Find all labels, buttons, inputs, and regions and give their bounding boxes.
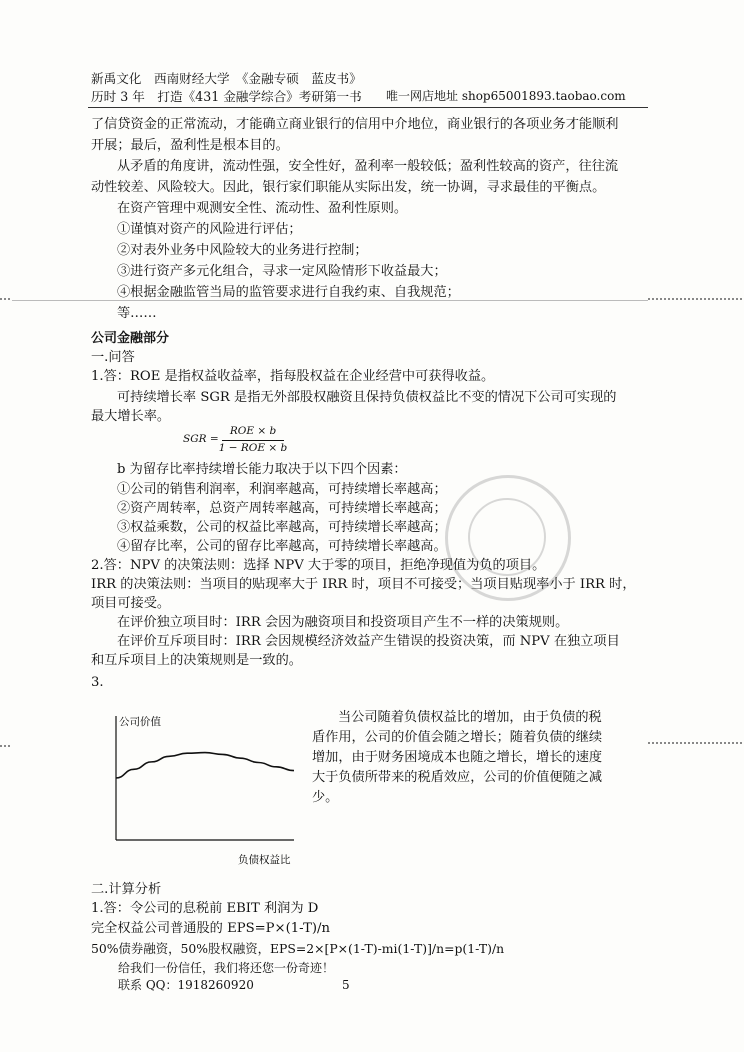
q2-line: 和互斥项目上的决策规则是一致的。 <box>91 653 302 668</box>
header-line-2-left: 历时 3 年 打造《431 金融学综合》考研第一书 <box>91 89 362 104</box>
formula-fraction-bar <box>222 440 284 441</box>
q2-line: 在评价独立项目时：IRR 会因为融资项目和投资项目产生不一样的决策规则。 <box>117 615 569 630</box>
intro-list-item: ④根据金融监管当局的监管要求进行自我约束、自我规范； <box>117 285 460 300</box>
formula-lhs: SGR = <box>183 433 219 445</box>
header-rule <box>88 107 648 108</box>
q3-number: 3. <box>91 675 104 690</box>
section-title: 公司金融部分 <box>91 331 170 346</box>
q2-line: IRR 的决策法则：当项目的贴现率大于 IRR 时，项目不可接受；当项目贴现率小于 IRR 时， <box>91 577 636 592</box>
intro-line: 了信贷资金的正常流动，才能确立商业银行的信用中介地位，商业银行的各项业务才能顺利 <box>91 117 619 132</box>
header-line-1: 新禹文化 西南财经大学 《金融专硕 蓝皮书》 <box>91 71 362 86</box>
q3-text-line: 盾作用，公司的价值会随之增长；随着负债的继续 <box>312 730 603 745</box>
formula-numerator: ROE × b <box>229 425 277 437</box>
qa-title: 一.问答 <box>91 350 135 365</box>
intro-line: 从矛盾的角度讲，流动性强，安全性好，盈利率一般较低；盈利性较高的资产，往往流 <box>117 159 619 174</box>
q1-line: 最大增长率。 <box>91 409 171 424</box>
chart-series-group <box>116 753 294 778</box>
chart-x-label: 负债权益比 <box>238 854 291 866</box>
q1-line: b 为留存比率持续增长能力取决于以下四个因素： <box>117 462 407 477</box>
q1-factor: ②资产周转率，总资产周转率越高，可持续增长率越高； <box>117 501 447 516</box>
calc-line: 完全权益公司普通股的 EPS=P×(1-T)/n <box>91 921 330 936</box>
q2-line: 项目可接受。 <box>91 596 171 611</box>
q1-line: 1.答：ROE 是指权益收益率，指每股权益在企业经营中可获得收益。 <box>91 369 495 384</box>
intro-list-item: ②对表外业务中风险较大的业务进行控制； <box>117 243 368 258</box>
formula-denominator: 1 − ROE × b <box>218 442 288 454</box>
intro-list-item: ①谨慎对资产的风险进行评估； <box>117 222 302 237</box>
intro-list-item: ③进行资产多元化组合，寻求一定风险情形下收益最大； <box>117 264 447 279</box>
q2-line: 2.答：NPV 的决策法则：选择 NPV 大于零的项目，拒绝净现值为负的项目。 <box>91 558 546 573</box>
page-number: 5 <box>342 978 350 992</box>
q1-factor: ①公司的销售利润率，利润率越高，可持续增长率越高； <box>117 482 447 497</box>
q1-line: 可持续增长率 SGR 是指无外部股权融资且保持负债权益比不变的情况下公司可实现的 <box>117 390 617 405</box>
q1-factor: ④留存比率，公司的留存比率越高，可持续增长率越高。 <box>117 539 447 554</box>
calc-line: 50%债券融资，50%股权融资，EPS=2×[P×(1-T)-mi(1-T)]/n=p(1-T)/n <box>91 941 505 956</box>
firm-value-chart <box>100 700 310 872</box>
q3-text-line: 大于负债所带来的税盾效应，公司的价值便随之减 <box>312 770 603 785</box>
scan-fold-line <box>12 300 648 301</box>
q1-factor: ③权益乘数，公司的权益比率越高，可持续增长率越高； <box>117 520 447 535</box>
intro-line: 开展；最后，盈利性是根本目的。 <box>91 138 289 153</box>
intro-line: 动性较差、风险较大。因此，银行家们职能从实际出发，统一协调，寻求最佳的平衡点。 <box>91 180 606 195</box>
footer-slogan: 给我们一份信任，我们将还您一份奇迹！ <box>118 961 335 975</box>
chart-y-label: 公司价值 <box>119 716 161 728</box>
intro-etc: 等…… <box>117 306 157 321</box>
calc-line: 1.答：令公司的息税前 EBIT 利润为 D <box>91 901 319 916</box>
q3-text-line: 少。 <box>312 790 339 805</box>
scan-edge-mark <box>0 745 12 747</box>
scan-edge-mark <box>648 742 744 744</box>
scan-edge-mark <box>648 298 744 300</box>
q2-line: 在评价互斥项目时：IRR 会因规模经济效益产生错误的投资决策，而 NPV 在独立项目 <box>117 634 620 649</box>
scan-edge-mark <box>0 298 12 300</box>
calc-title: 二.计算分析 <box>91 882 162 897</box>
footer-contact: 联系 QQ：1918260920 <box>118 978 254 992</box>
q3-text-line: 增加，由于财务困境成本也随之增长，增长的速度 <box>312 750 603 765</box>
q3-text-line: 当公司随着负债权益比的增加，由于负债的税 <box>338 710 602 725</box>
chart-series-line-0 <box>116 753 294 778</box>
header-line-2-right: 唯一网店地址 shop65001893.taobao.com <box>386 89 626 103</box>
intro-line: 在资产管理中观测安全性、流动性、盈利性原则。 <box>117 201 408 216</box>
